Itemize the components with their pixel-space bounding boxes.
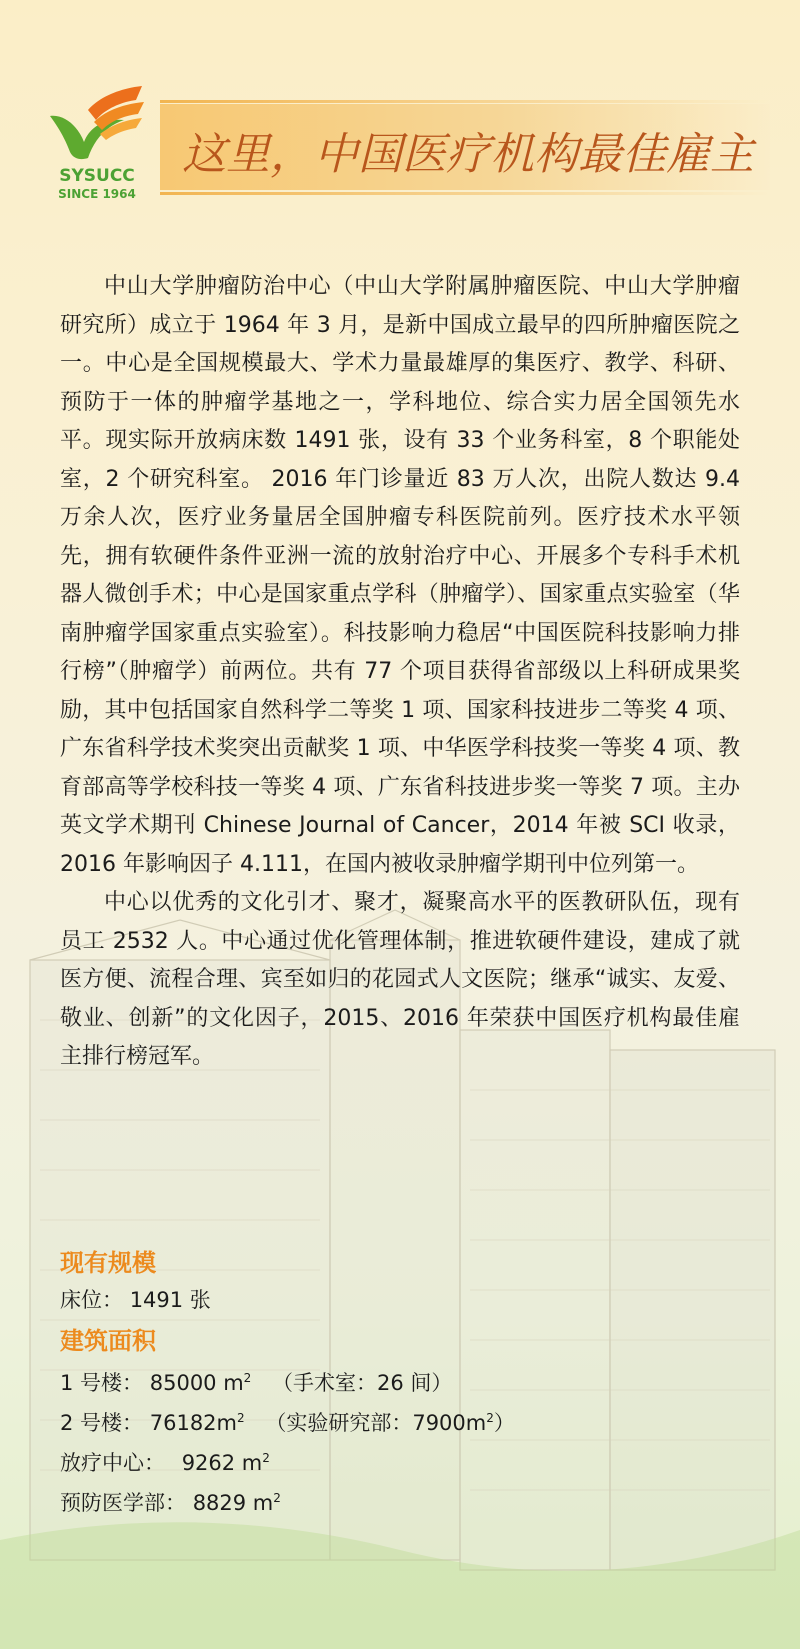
intro-paragraph-1: 中山大学肿瘤防治中心（中山大学附属肿瘤医院、中山大学肿瘤研究所）成立于 1964 年 3 月，是新中国成立最早的四所肿瘤医院之一。中心是全国规模最大、学术力量最雄厚的集医疗、教学、科研、预防于一体的肿瘤学基地之一，学科地位、综合实力居全国领先水平。现实际开放病床数 1491 张，设有 33 个业务科室，8 个职能处室，2 个研究科室。 2016 年门诊量近 83 万人次，出院人数达 9.4 万余人次，医疗业务量居全国肿瘤专科医院前列。医疗技术水平领先，拥有软硬件条件亚洲一流的放射治疗中心、开展多个专科手术机器人微创手术；中心是国家重点学科（肿瘤学）、国家重点实验室（华南肿瘤学国家重点实验室）。科技影响力稳居“中国医院科技影响力排行榜”（肿瘤学）前两位。共有 77 个项目获得省部级以上科研成果奖励，其中包括国家自然科学二等奖 1 项、国家科技进步二等奖 4 项、广东省科学技术奖突出贡献奖 1 项、中华医学科技奖一等奖 4 项、教育部高等学校科技一等奖 4 项、广东省科技进步奖一等奖 7 项。主办英文学术期刊 Chinese Journal of Cancer，2014 年被 SCI 收录，2016 年影响因子 4.111，在国内被收录肿瘤学期刊中位列第一。 (60, 274, 740, 877)
building2-line (60, 1398, 740, 1438)
building2-note-prefix: （实验研究部：7900m (265, 1411, 487, 1435)
sysucc-emblem-icon (44, 80, 150, 170)
beds-label: 床位： (60, 1288, 123, 1312)
beds-value: 1491 张 (129, 1288, 211, 1312)
title-banner (160, 104, 770, 190)
building2-unit-exponent: 2 (237, 1411, 245, 1425)
building1-value: 85000 m (149, 1371, 244, 1395)
logo-since: SINCE 1964 (58, 187, 136, 201)
sysucc-logo (44, 80, 154, 210)
building1-label: 1 号楼： (60, 1371, 144, 1395)
prevention-unit-exponent: 2 (273, 1491, 281, 1505)
radiotherapy-value: 9262 m (181, 1451, 263, 1475)
building1-note: （手术室：26 间） (272, 1371, 453, 1395)
intro-paragraph-2: 中心以优秀的文化引才、聚才，凝聚高水平的医教研队伍，现有员工 2532 人。中心通过优化管理体制，推进软硬件建设，建成了就医方便、流程合理、宾至如归的花园式人文医院；继承“诚实、友爱、敬业、创新”的文化因子，2015、2016 年荣获中国医疗机构最佳雇主排行榜冠军。 (60, 890, 740, 1069)
area-heading: 建筑面积 (60, 1327, 156, 1355)
radiotherapy-line (60, 1438, 740, 1478)
building1-line (60, 1358, 740, 1398)
prevention-value: 8829 m (192, 1491, 274, 1515)
facts-section (60, 1246, 740, 1518)
building2-note-unit-exponent: 2 (486, 1411, 494, 1425)
beds-line (60, 1280, 740, 1320)
intro-text (60, 268, 740, 1077)
radiotherapy-label: 放疗中心： (60, 1451, 165, 1475)
building2-note-suffix: ） (493, 1411, 515, 1435)
building2-label: 2 号楼： (60, 1411, 144, 1435)
radiotherapy-unit-exponent: 2 (262, 1451, 270, 1465)
building1-unit-exponent: 2 (243, 1371, 252, 1385)
logo-name: SYSUCC (59, 166, 135, 186)
building2-value: 76182m (149, 1411, 237, 1435)
scale-heading: 现有规模 (60, 1249, 156, 1277)
prevention-label: 预防医学部： (60, 1491, 186, 1515)
page-title: 这里，中国医疗机构最佳雇主 (182, 129, 754, 180)
prevention-line (60, 1478, 740, 1518)
